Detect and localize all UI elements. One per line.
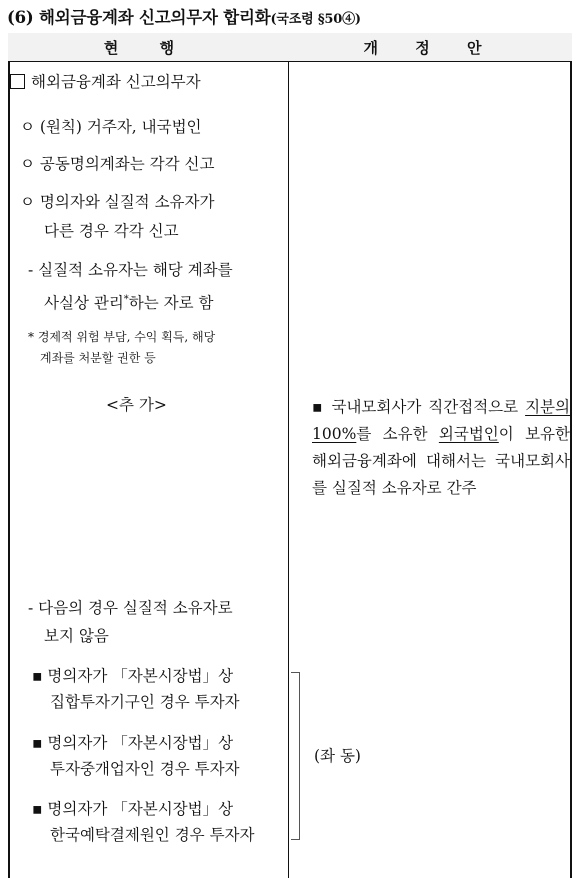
rule-beneficial-owner-line2 bbox=[44, 288, 214, 315]
rule-beneficial-owner-text-a: 사실상 관리 bbox=[44, 294, 124, 313]
column-divider bbox=[288, 33, 289, 878]
rule-beneficial-owner-text-b: 하는 자로 함 bbox=[128, 294, 214, 313]
table-left-border bbox=[8, 33, 10, 878]
rule-exception-line2: 보지 않음 bbox=[44, 627, 109, 645]
header-current: 현 행 bbox=[103, 39, 193, 57]
amendment-underline-foreign-corp: 외국법인 bbox=[438, 425, 499, 443]
exception-collective-line1: ▪ 명의자가 「자본시장법」상 bbox=[32, 667, 234, 685]
same-as-left: (좌 동) bbox=[314, 747, 361, 765]
rule-beneficial-owner-line1: - 실질적 소유자는 해당 계좌를 bbox=[28, 261, 233, 279]
amendment-underline-share: 지분의 100% bbox=[312, 398, 570, 443]
rule-nominee-line2: 다른 경우 각각 신고 bbox=[44, 222, 179, 240]
rule-exception-line1: - 다음의 경우 실질적 소유자로 bbox=[28, 599, 233, 617]
amendment-text-3: 이 보유한 해외금융계좌에 대해서는 국내모회사를 실질적 소유자로 간주 bbox=[312, 425, 570, 497]
section-title bbox=[7, 4, 361, 28]
footnote-mark: * bbox=[123, 294, 129, 305]
table-header-row bbox=[8, 33, 572, 62]
current-section-label: 해외금융계좌 신고의무자 bbox=[31, 73, 201, 91]
rule-nominee-line1: ㅇ 명의자와 실질적 소유자가 bbox=[20, 193, 215, 211]
added-marker: <추 가> bbox=[106, 396, 167, 414]
exception-depository-line1: ▪ 명의자가 「자본시장법」상 bbox=[32, 800, 234, 818]
amendment-text-2: 를 소유한 bbox=[356, 425, 439, 443]
table-right-border bbox=[570, 33, 572, 878]
title-main: (6) 해외금융계좌 신고의무자 합리화 bbox=[7, 8, 271, 27]
amendment-paragraph bbox=[312, 394, 570, 502]
grouping-bracket bbox=[291, 672, 300, 840]
rule-joint-account: ㅇ 공동명의계좌는 각각 신고 bbox=[20, 155, 215, 173]
current-section-heading bbox=[10, 70, 201, 94]
rule-principle: ㅇ (원칙) 거주자, 내국법인 bbox=[20, 118, 202, 136]
footnote-line1: * 경제적 위험 부담, 수익 획득, 해당 bbox=[28, 330, 216, 344]
footnote-line2: 계좌를 처분할 권한 등 bbox=[40, 351, 156, 365]
title-reference: (국조령 §50④) bbox=[270, 12, 361, 27]
exception-collective-line2: 집합투자기구인 경우 투자자 bbox=[50, 693, 240, 711]
header-amendment: 개 정 안 bbox=[363, 39, 498, 57]
checkbox-square-icon bbox=[10, 74, 25, 89]
exception-brokerage-line2: 투자중개업자인 경우 투자자 bbox=[50, 760, 240, 778]
exception-depository-line2: 한국예탁결제원인 경우 투자자 bbox=[50, 826, 255, 844]
exception-brokerage-line1: ▪ 명의자가 「자본시장법」상 bbox=[32, 734, 234, 752]
amendment-text-1: ▪ 국내모회사가 직간접적으로 bbox=[312, 398, 526, 416]
